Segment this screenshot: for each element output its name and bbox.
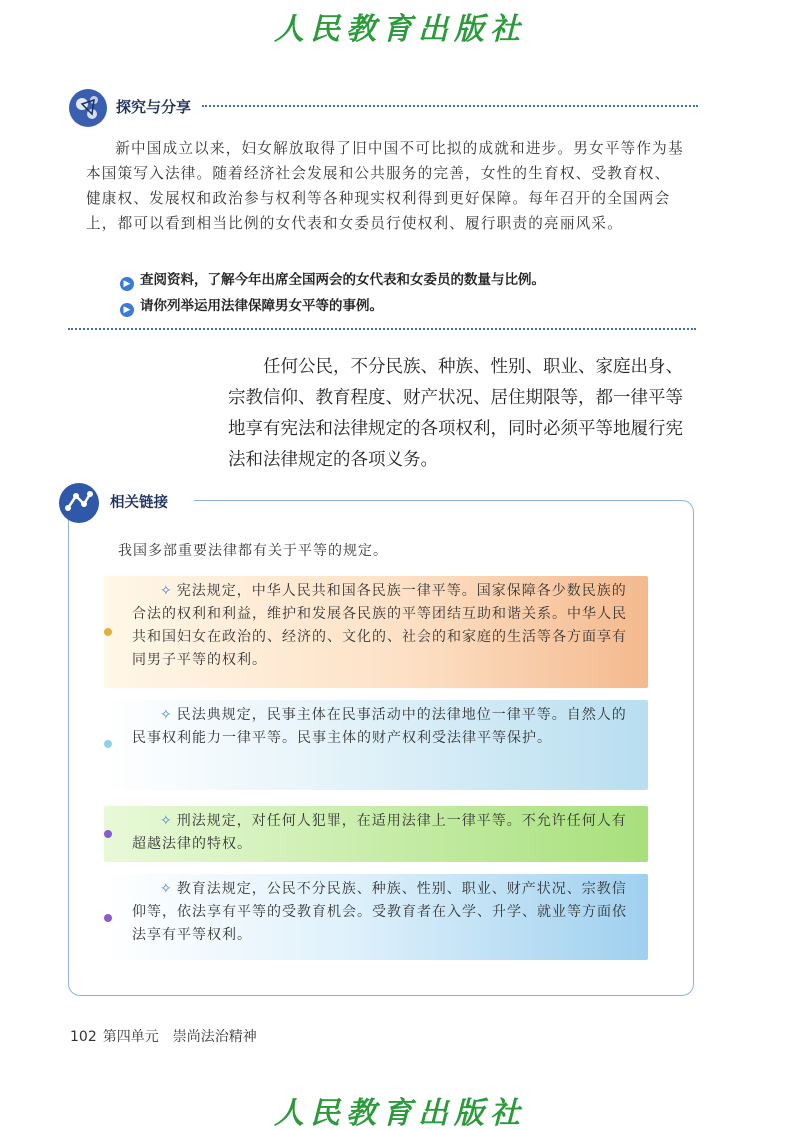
task-text: 查阅资料，了解今年出席全国两会的女代表和女委员的数量与比例。 <box>140 272 545 288</box>
explore-bottom-divider <box>68 328 696 330</box>
publisher-watermark-bottom: 人民教育出版社 <box>274 1096 526 1130</box>
diamond-icon: ✧ <box>160 583 173 599</box>
dot-icon <box>104 914 112 922</box>
main-paragraph: 任何公民，不分民族、种族、性别、职业、家庭出身、宗教信仰、教育程度、财产状况、居住期限等，都一律平等地享有宪法和法律规定的各项权利，同时必须平等地履行宪法和法律规定的各项义务。 <box>228 357 683 470</box>
task-item <box>120 268 545 290</box>
law-card-civil-code <box>104 700 648 790</box>
dot-icon <box>104 830 112 838</box>
law-card-constitution <box>104 576 648 688</box>
law-card-criminal-law <box>104 806 648 862</box>
diamond-icon: ✧ <box>160 881 173 897</box>
card-text: 刑法规定，对任何人犯罪，在适用法律上一律平等。不允许任何人有超越法律的特权。 <box>132 813 627 852</box>
page-number: 102 <box>70 1029 97 1045</box>
links-icon <box>58 482 100 524</box>
dot-icon <box>104 740 112 748</box>
diamond-icon: ✧ <box>160 707 173 723</box>
card-text: 教育法规定，公民不分民族、种族、性别、职业、财产状况、宗教信仰等，依法享有平等的受教育机会。受教育者在入学、升学、就业等方面依法享有平等权利。 <box>132 881 627 943</box>
diamond-icon: ✧ <box>160 813 173 829</box>
task-item <box>120 294 383 316</box>
related-links-title: 相关链接 <box>110 495 168 511</box>
publisher-watermark-top: 人民教育出版社 <box>274 12 526 47</box>
explore-icon <box>68 88 108 128</box>
arrow-icon: ▶ <box>120 277 134 291</box>
page-footer <box>70 1026 257 1046</box>
explore-title: 探究与分享 <box>116 98 192 116</box>
unit-title: 第四单元 崇尚法治精神 <box>102 1029 257 1045</box>
explore-section-header <box>68 88 698 128</box>
explore-divider <box>202 105 698 107</box>
task-text: 请你列举运用法律保障男女平等的事例。 <box>140 298 383 314</box>
law-card-education-law <box>104 874 648 960</box>
card-text: 民法典规定，民事主体在民事活动中的法律地位一律平等。自然人的民事权利能力一律平等。民事主体的财产权利受法律平等保护。 <box>132 707 627 746</box>
card-text: 宪法规定，中华人民共和国各民族一律平等。国家保障各少数民族的合法的权利和利益，维护和发展各民族的平等团结互助和谐关系。中华人民共和国妇女在政治的、经济的、文化的、社会的和家庭的生活等各方面享有同男子平等的权利。 <box>132 583 627 668</box>
dot-icon <box>104 628 112 636</box>
explore-paragraph: 新中国成立以来，妇女解放取得了旧中国不可比拟的成就和进步。男女平等作为基本国策写入法律。随着经济社会发展和公共服务的完善，女性的生育权、受教育权、健康权、发展权和政治参与权利等各种现实权利得到更好保障。每年召开的全国两会上，都可以看到相当比例的女代表和女委员行使权利、履行职责的亮丽风采。 <box>86 140 684 232</box>
related-links-intro: 我国多部重要法律都有关于平等的规定。 <box>118 543 388 559</box>
arrow-icon: ▶ <box>120 303 134 317</box>
